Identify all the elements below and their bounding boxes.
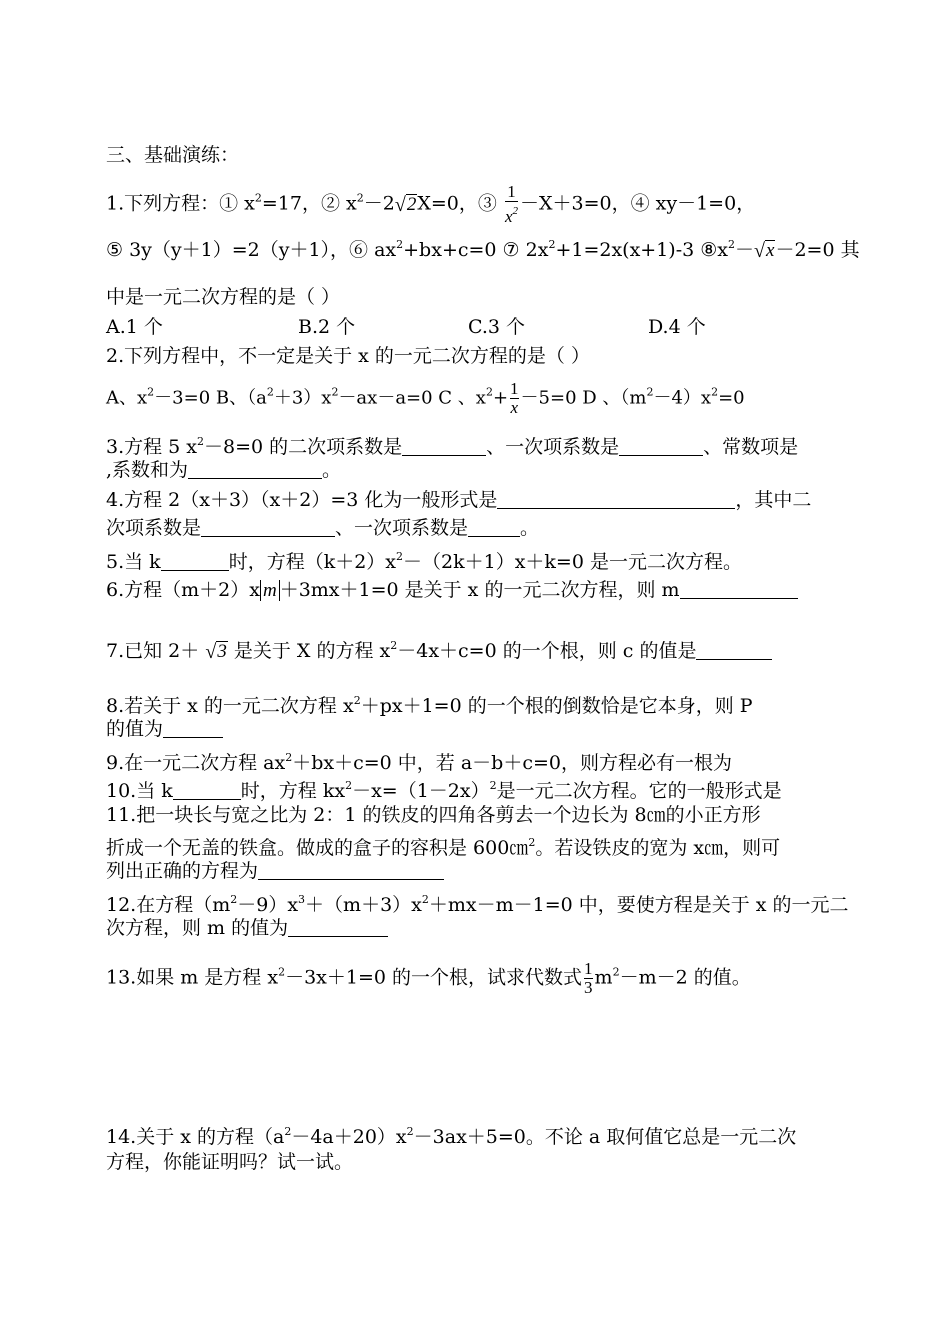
q2-options: A、$x^2-3=0$ B、$(a^2+3)x^2-ax-a=0$ C 、$x^2+$ $\frac{1}{x}$ －5=0 D 、$(m^2-4)x^2=0$ (106, 379, 745, 417)
q4-blank-quadratic-coef[interactable] (201, 518, 335, 537)
q14-line1: 14.关于 x 的方程$(a^2-4a+20)x^2-3ax+5=0$。不论 a 取何值它总是一元二次 (106, 1125, 797, 1148)
q6-blank-m[interactable] (680, 580, 798, 599)
q7-line: 7.已知 2＋ √ 3 是关于 X 的方程 $x^2-4x+c=0$ 的一个根，则 c 的值是 (106, 634, 772, 664)
q1-line2: ⑤ 3y（y＋1）=2（y＋1），⑥ $ax^2+bx+c=0$ ⑦ $2x^2+1=2x(x+1)-3$ $⑧x^2-$ √ x－2=0 其 (106, 238, 860, 262)
q3-line1: 3.方程 5 $x^2-8=0$ 的二次项系数是 、一次项系数是 、常数项是 (106, 435, 799, 458)
q1-options (106, 315, 706, 339)
q1-option-d: D.4 个 (648, 316, 706, 338)
q3-blank-quadratic-coef[interactable] (402, 437, 486, 456)
q4-blank-general-form[interactable] (497, 490, 735, 509)
fraction-1-over-x: $\frac{1}{x}$ (510, 379, 519, 417)
q3-blank-coef-sum[interactable] (188, 460, 322, 479)
q8-blank-p[interactable] (163, 719, 223, 738)
q8-line1: 8.若关于 x 的一元二次方程 $x^2+px+1=0$ 的一个根的倒数恰是它本身，则 P (106, 694, 753, 717)
abs-m: m (260, 580, 280, 601)
q1-line1: 1.下列方程：① $x^2=17$，② $x^2-2$ √ 2X=0，③ $\frac{1}{x^2}$ －X＋3=0，④ xy－1=0， (106, 182, 756, 226)
q2-question: 2.下列方程中，不一定是关于 x 的一元二次方程的是（ ） (106, 345, 590, 367)
fraction-1-over-x2: $\frac{1}{x^2}$ (504, 182, 518, 226)
q6-line: 6.方程（m＋2）x m ＋3mx＋1=0 是关于 x 的一元二次方程，则 m (106, 578, 798, 603)
q1-option-c: C.3 个 (468, 316, 526, 338)
q1-line3: 中是一元二次方程的是（ ） (106, 286, 341, 308)
q1-option-b: B.2 个 (298, 316, 356, 338)
q9-line: 9.在一元二次方程 $ax^2+bx+c=0$ 中，若 a－b＋c=0，则方程必有一根为 (106, 751, 732, 774)
q4-line1: 4.方程 2（x＋3）（x＋2）=3 化为一般形式是 ，其中二 (106, 489, 812, 511)
q8-line2: 的值为 (106, 717, 223, 741)
sqrt-3: √ 3 (205, 641, 227, 663)
q14-line2: 方程，你能证明吗？试一试。 (106, 1151, 354, 1173)
sqrt-2: √ 2 (394, 193, 417, 216)
q12-line2: 次方程，则 m 的值为 (106, 916, 388, 940)
q13-line: 13.如果 m 是方程 $x^2-3x+1=0$ 的一个根，试求代数式 $\frac{1}{3}$ $m^2-m-2$ 的值。 (106, 959, 751, 997)
q11-line1: 11.把一块长与宽之比为 2：1 的铁皮的四角各剪去一个边长为 8㎝的小正方形 (106, 804, 761, 826)
q1-option-a: A.1 个 (106, 316, 163, 338)
q11-line2: 折成一个无盖的铁盒。做成的盒子的容积是 600㎝$^2$。若设铁皮的宽为 x㎝，则可 (106, 836, 781, 859)
q3-line2: ,系数和为 。 (106, 459, 342, 481)
q10-line: 10.当 k 时，方程 $kx^2-x=(1-2x)^2$是一元二次方程。它的一般形式是 (106, 779, 782, 802)
q5-blank-k[interactable] (161, 552, 229, 571)
q4-blank-linear-coef[interactable] (468, 518, 520, 537)
q12-line1: 12.在方程$(m^2-9)x^3+(m+3)x^2+mx-m-1=0$ 中，要使方程是关于 x 的一元二 (106, 893, 849, 916)
q11-blank-equation[interactable] (258, 861, 444, 880)
q12-blank-m[interactable] (288, 918, 388, 937)
sqrt-x: √ x (754, 240, 775, 262)
q3-blank-linear-coef[interactable] (619, 437, 703, 456)
q10-blank-k[interactable] (173, 781, 241, 800)
q4-line2: 次项系数是 、一次项系数是 。 (106, 517, 540, 539)
fraction-1-over-3: $\frac{1}{3}$ (584, 959, 593, 997)
q7-blank-c[interactable] (696, 641, 772, 660)
q11-line3: 列出正确的方程为 (106, 859, 444, 883)
q5-line: 5.当 k 时，方程$(k+2)x^2-(2k+1)x+k=0$ 是一元二次方程。 (106, 550, 742, 573)
section-title: 三、基础演练： (106, 144, 240, 166)
